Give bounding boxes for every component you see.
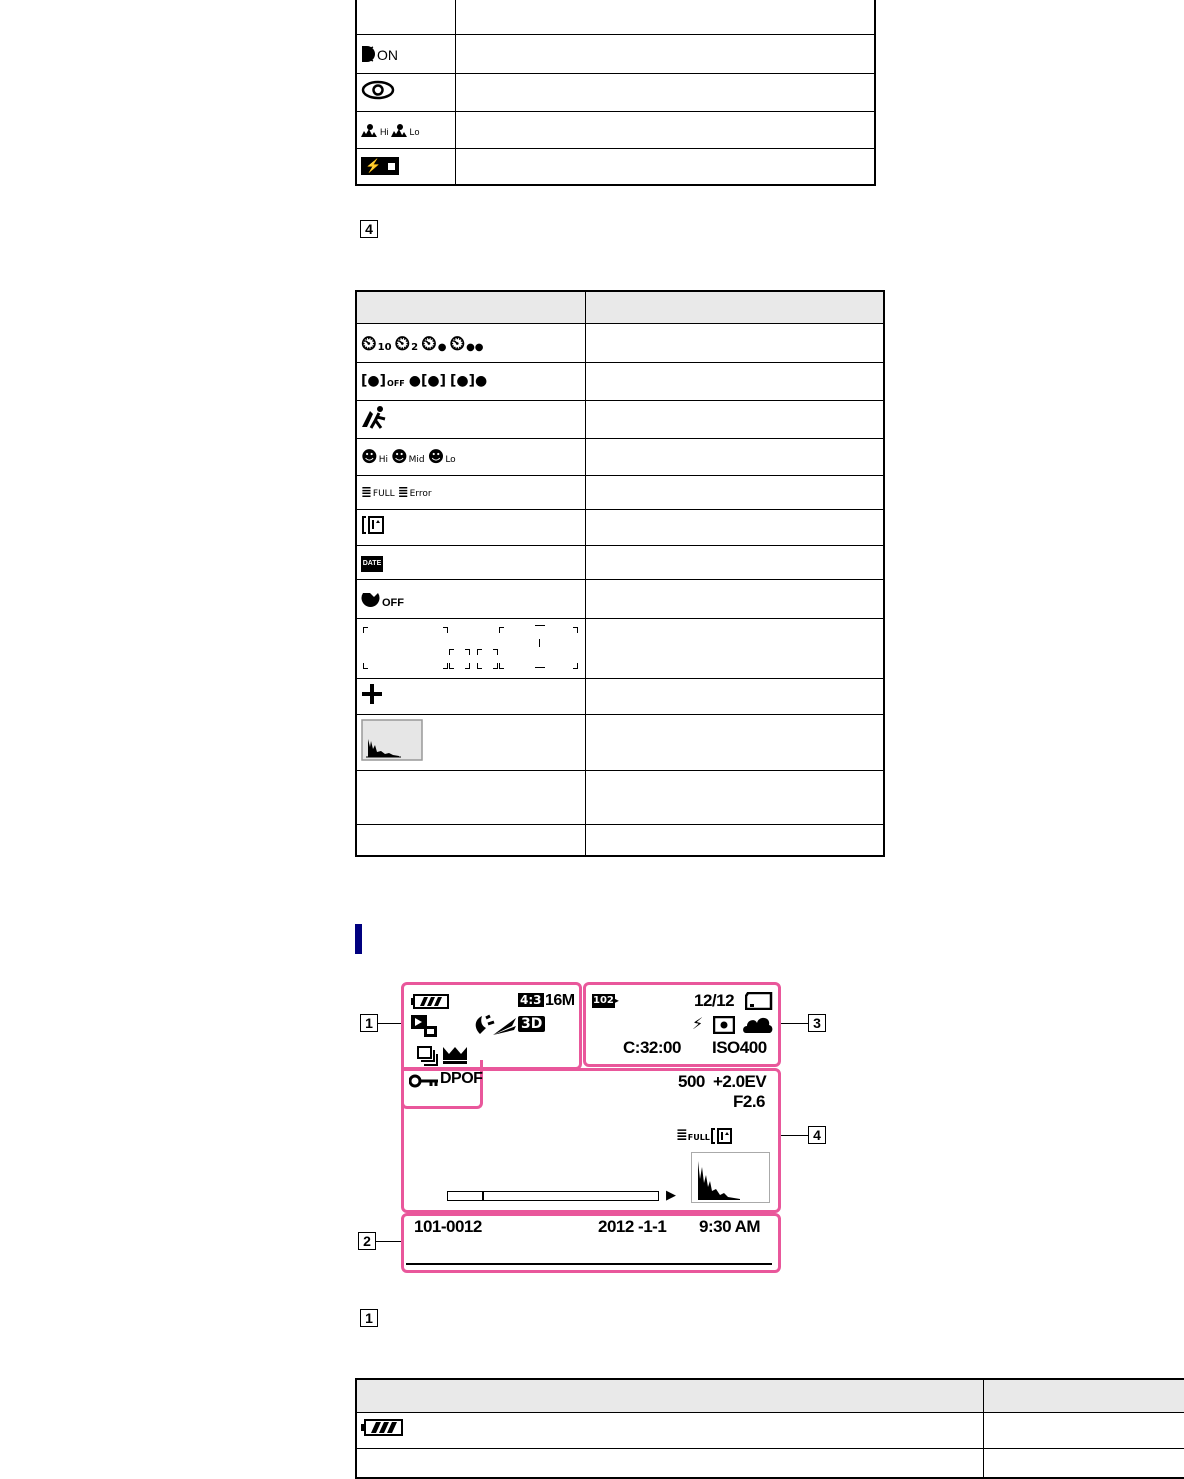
table-cell-desc: [456, 111, 876, 148]
table-cell-icon: [356, 678, 586, 714]
recording-date-label: 2012 -1-1: [598, 1217, 666, 1237]
table-row: [356, 1448, 1184, 1478]
database-full-icon: ≣ FULL: [676, 1128, 710, 1142]
protect-key-icon: [409, 1074, 439, 1091]
table-cell-desc: [586, 618, 885, 678]
table-cell-icon: [356, 111, 456, 148]
histogram-icon: [361, 748, 423, 765]
table-header-cell: [356, 1379, 984, 1412]
picture-effect-icon: [492, 1016, 518, 1039]
af-on-label: ON: [377, 47, 398, 63]
soft-skin-icon: [361, 416, 389, 433]
metering-mode-icon: [713, 1016, 735, 1037]
table-cell-icon: [356, 824, 586, 856]
section-heading-marker: [355, 924, 362, 954]
diagram-label-1: 1: [360, 1014, 378, 1032]
smile-sensitivity-icons: [361, 449, 581, 465]
diagram-label-2: 2: [358, 1232, 376, 1250]
database-error-icon: ≣ Error: [398, 486, 432, 499]
child-priority-icon: ●[●]: [409, 374, 446, 388]
table-cell-desc: [586, 400, 885, 438]
table-cell-desc: [586, 714, 885, 770]
playback-progress-handle[interactable]: [482, 1192, 484, 1200]
flash-charging-icon: ⚡: [361, 157, 399, 175]
table-cell-desc: [456, 0, 876, 34]
table-cell-desc: [586, 509, 885, 545]
leader-line: [376, 1241, 402, 1242]
af-range-finder-frames: [361, 619, 579, 679]
diagram-label-4: 4: [808, 1126, 826, 1144]
bottom-rule: [406, 1263, 772, 1265]
flash-icon: ⚡: [692, 1016, 703, 1032]
smile-sensitivity-lo-icon: ☻ Lo: [428, 449, 456, 465]
self-timer-portrait-1-icon: ⏲ ●: [421, 333, 446, 353]
table-row: [356, 0, 875, 34]
aperture-label: F2.6: [733, 1092, 765, 1112]
leader-line: [778, 1135, 808, 1136]
table-row: [356, 678, 884, 714]
leader-line: [778, 1023, 808, 1024]
dpof-label: DPOF: [440, 1070, 482, 1088]
vibration-warning-icon: [711, 1128, 733, 1147]
leader-line: [378, 1023, 402, 1024]
table-cell-icon: [356, 1448, 984, 1478]
table-row: [356, 770, 884, 824]
table-cell-icon: [356, 545, 586, 579]
self-timer-icons: [361, 333, 581, 353]
table-header-row: [356, 1379, 1184, 1412]
scene-recognition-icon: [361, 123, 451, 137]
table-row: [356, 400, 884, 438]
table-row: [356, 824, 884, 856]
table-row: [356, 73, 875, 111]
table-cell-icon: [356, 400, 586, 438]
recording-clock-label: C:32:00: [623, 1038, 681, 1058]
table-row: [356, 438, 884, 475]
table-cell-icon: [356, 0, 456, 34]
table-row: [356, 323, 884, 362]
table-cell-desc: [984, 1448, 1184, 1478]
table-row: [356, 714, 884, 770]
table-header-cell: [984, 1379, 1184, 1412]
table-row: [356, 509, 884, 545]
table-cell-desc: [456, 148, 876, 185]
table-cell-desc: [586, 323, 885, 362]
playback-progress-bar[interactable]: [447, 1191, 659, 1201]
table-row: [356, 475, 884, 509]
date-icon: DATE: [361, 556, 383, 572]
section-number-4: 4: [360, 220, 378, 238]
image-size-label: 16M: [545, 992, 575, 1010]
burst-icon: [417, 1046, 439, 1069]
table-header-cell: [586, 291, 885, 323]
playback-mode-icon: [410, 1014, 438, 1041]
icon-table-b: [355, 290, 885, 857]
table-cell-icon: [356, 362, 586, 400]
table-row: [356, 362, 884, 400]
table-cell-icon: [356, 438, 586, 475]
3d-mode-badge: 3D: [518, 1016, 545, 1032]
smile-detection-off-icon: [●] OFF: [361, 374, 405, 388]
face-detection-off-icon: OFF: [361, 589, 581, 609]
icon-table-c: [355, 1378, 1184, 1479]
database-full-icon: ≣ FULL: [361, 486, 395, 499]
table-cell-icon: [356, 73, 456, 111]
table-cell-icon: [356, 34, 456, 73]
smile-sensitivity-hi-icon: ☻ Hi: [361, 449, 388, 465]
table-header-cell: [356, 291, 586, 323]
memory-card-icon: [745, 992, 773, 1013]
table-cell-desc: [984, 1412, 1184, 1448]
table-cell-desc: [586, 824, 885, 856]
table-cell-icon: [356, 1412, 984, 1448]
section-number-1: 1: [360, 1309, 378, 1327]
table-cell-icon: [356, 509, 586, 545]
recording-time-label: 9:30 AM: [699, 1217, 760, 1237]
table-cell-icon: [356, 714, 586, 770]
play-icon[interactable]: ▶: [666, 1189, 676, 1202]
self-timer-2-icon: ⏲ 2: [395, 333, 419, 353]
table-cell-icon: [356, 618, 586, 678]
folder-icon: 102 ▸: [592, 994, 619, 1008]
table-cell-desc: [586, 545, 885, 579]
battery-icon: [361, 1423, 403, 1440]
exposure-value-label: +2.0EV: [713, 1072, 766, 1092]
database-file-icons: [361, 486, 581, 499]
file-number-label: 101-0012: [414, 1217, 482, 1237]
histogram-frame: [691, 1152, 770, 1203]
table-cell-desc: [586, 475, 885, 509]
self-timer-portrait-2-icon: ⏲ ●●: [449, 333, 483, 353]
table-cell-icon: [356, 475, 586, 509]
spot-metering-crosshair-icon: [361, 692, 383, 709]
favorites-crown-icon: [442, 1046, 468, 1067]
adult-priority-icon: [●]●: [450, 374, 487, 388]
af-illuminator-on-icon: [361, 45, 451, 63]
table-row: [356, 579, 884, 618]
diagram-label-3: 3: [808, 1014, 826, 1032]
table-row: [356, 545, 884, 579]
self-timer-10-icon: ⏲ 10: [361, 333, 392, 353]
table-cell-desc: [456, 34, 876, 73]
table-cell-icon: [356, 770, 586, 824]
iso-label: ISO400: [712, 1038, 767, 1058]
smile-sensitivity-mid-icon: ☻ Mid: [391, 449, 425, 465]
red-eye-reduction-icon: [361, 87, 395, 104]
image-count-label: 12/12: [694, 991, 734, 1011]
scene-hi-label: Hi: [380, 127, 389, 137]
table-cell-desc: [586, 770, 885, 824]
vibration-warning-icon: [361, 522, 385, 539]
battery-icon: [411, 994, 449, 1012]
table-row: [356, 111, 875, 148]
table-row: [356, 618, 884, 678]
white-balance-cloudy-icon: [743, 1014, 773, 1037]
histogram-graph: [692, 1153, 769, 1202]
scene-lo-label: Lo: [410, 127, 420, 137]
table-cell-desc: [586, 438, 885, 475]
smile-detection-icons: [361, 374, 581, 388]
shutter-speed-label: 500: [678, 1072, 705, 1092]
table-cell-icon: [356, 148, 456, 185]
table-row: [356, 1412, 1184, 1448]
aspect-ratio-badge: 4:3: [518, 993, 544, 1007]
table-cell-icon: [356, 323, 586, 362]
table-header-row: [356, 291, 884, 323]
table-cell-icon: [356, 579, 586, 618]
table-cell-desc: [586, 579, 885, 618]
table-cell-desc: [586, 678, 885, 714]
table-row: [356, 34, 875, 73]
table-cell-desc: [586, 362, 885, 400]
table-row: [356, 148, 875, 185]
table-cell-desc: [456, 73, 876, 111]
icon-table-a: [355, 0, 876, 186]
